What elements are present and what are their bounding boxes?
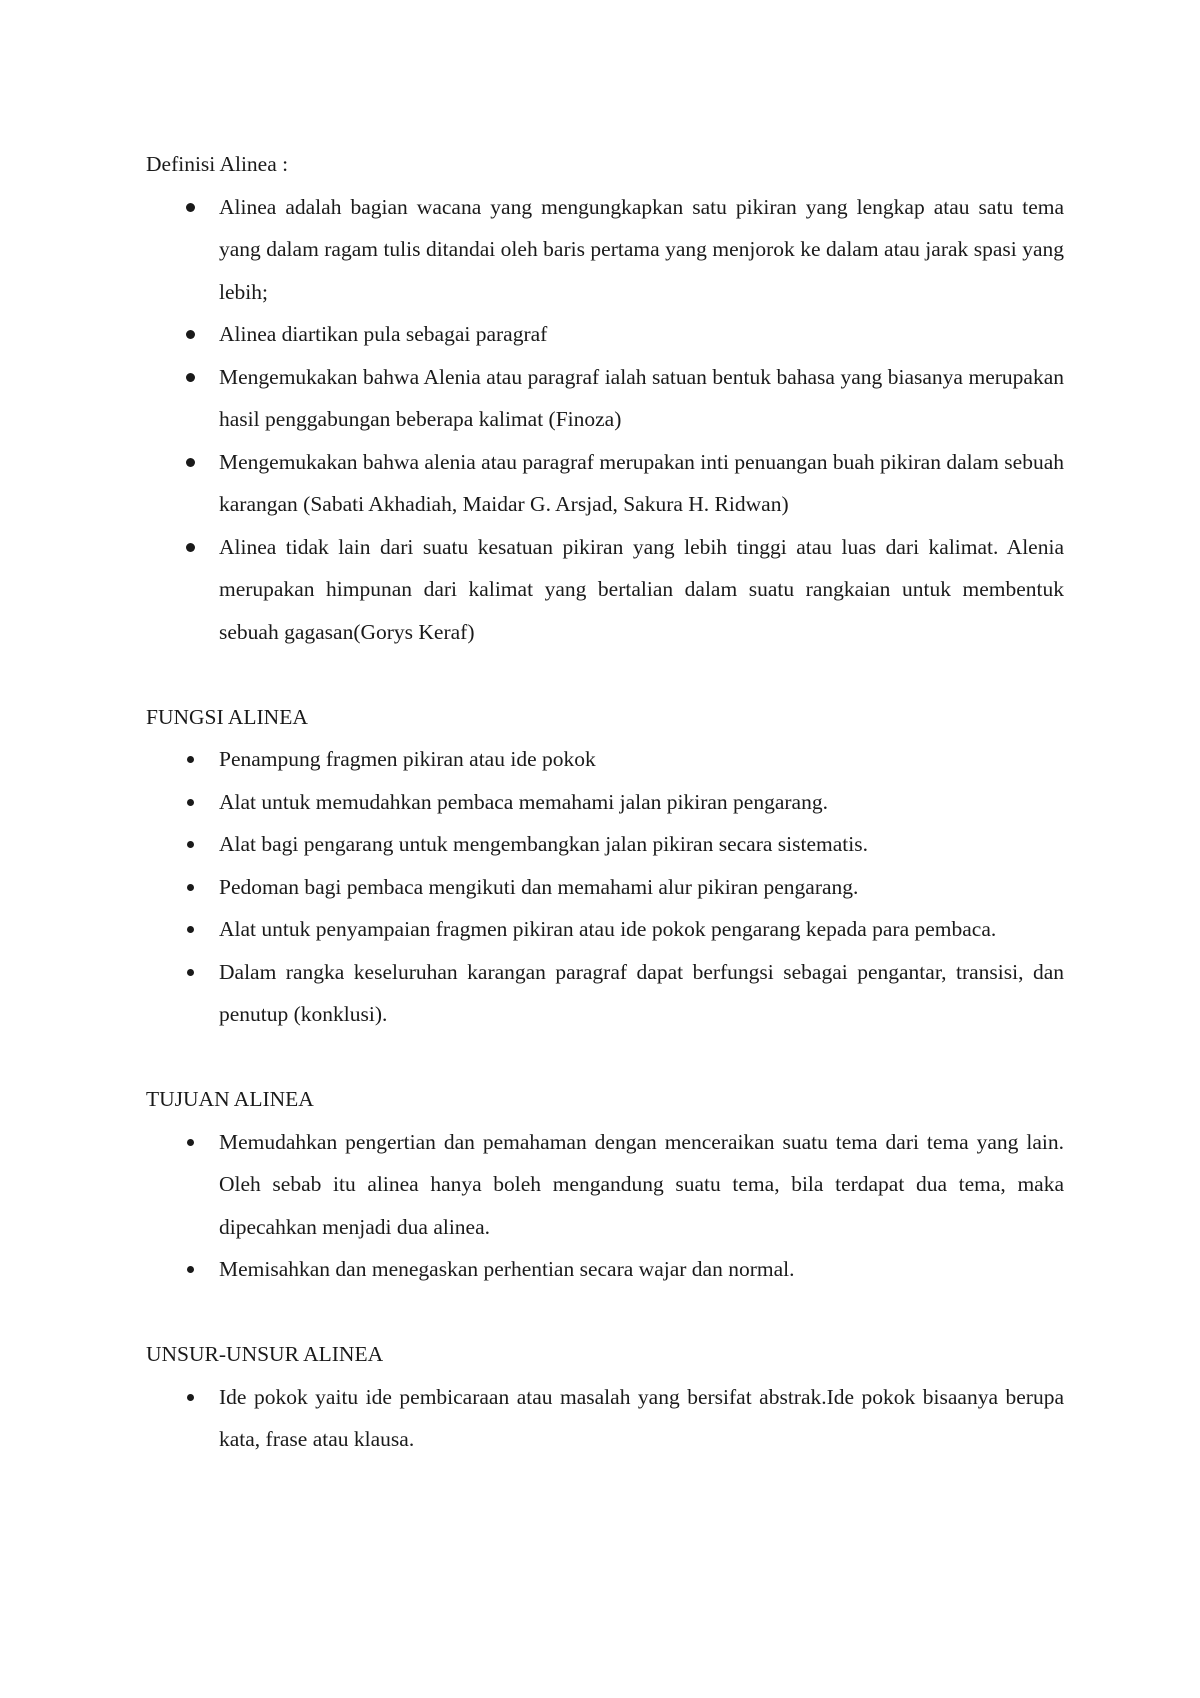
list-item: [146, 441, 1064, 526]
bullet-list: [146, 1376, 1064, 1461]
list-item-text: Pedoman bagi pembaca mengikuti dan memahami alur pikiran pengarang.: [219, 874, 859, 899]
bullet-list: [146, 186, 1064, 654]
list-item: [146, 781, 1064, 824]
document-body: [146, 143, 1064, 1503]
bullet-icon: [187, 1266, 194, 1273]
bullet-list: [146, 738, 1064, 1036]
list-item: [146, 313, 1064, 356]
list-item-text: Alinea tidak lain dari suatu kesatuan pikiran yang lebih tinggi atau luas dari kalimat. Alenia merupakan himpunan dari kalimat yang bertalian dalam suatu rangkaian untuk membentuk sebuah gagasan(Gorys Keraf): [219, 534, 1064, 644]
bullet-icon: [187, 799, 194, 806]
list-item: [146, 356, 1064, 441]
list-item-text: Alat bagi pengarang untuk mengembangkan jalan pikiran secara sistematis.: [219, 832, 868, 856]
list-item-text: Mengemukakan bahwa alenia atau paragraf merupakan inti penuangan buah pikiran dalam sebuah karangan (Sabati Akhadiah, Maidar G. Arsjad, Sakura H. Ridwan): [219, 449, 1064, 516]
list-item-text: Alinea diartikan pula sebagai paragraf: [219, 322, 548, 346]
section-unsur-alinea: [146, 1333, 1064, 1461]
list-item: [146, 1248, 1064, 1291]
bullet-icon: [187, 1394, 194, 1401]
list-item: [146, 526, 1064, 654]
section-heading: TUJUAN ALINEA: [146, 1087, 314, 1111]
list-item-text: Penampung fragmen pikiran atau ide pokok: [219, 747, 596, 771]
bullet-icon: [186, 373, 195, 382]
bullet-icon: [187, 756, 194, 763]
list-item-text: Memisahkan dan menegaskan perhentian secara wajar dan normal.: [219, 1257, 795, 1281]
list-item: [146, 738, 1064, 781]
bullet-icon: [186, 203, 195, 212]
list-item-text: Alinea adalah bagian wacana yang mengungkapkan satu pikiran yang lengkap atau satu tema yang dalam ragam tulis ditandai oleh baris pertama yang menjorok ke dalam atau jarak spasi yang lebih;: [219, 194, 1064, 304]
section-definisi-alinea: [146, 143, 1064, 653]
list-item: [146, 866, 1064, 909]
list-item-text: Ide pokok yaitu ide pembicaraan atau masalah yang bersifat abstrak.Ide pokok bisaanya berupa kata, frase atau klausa.: [219, 1384, 1064, 1451]
list-item: [146, 823, 1064, 866]
bullet-icon: [187, 1139, 194, 1146]
list-item-text: Dalam rangka keseluruhan karangan paragraf dapat berfungsi sebagai pengantar, transisi, dan penutup (konklusi).: [219, 959, 1064, 1026]
list-item: [146, 1121, 1064, 1249]
bullet-icon: [186, 543, 195, 552]
bullet-icon: [187, 969, 194, 976]
list-item-text: Alat untuk penyampaian fragmen pikiran atau ide pokok pengarang kepada para pembaca.: [219, 917, 997, 941]
section-tujuan-alinea: [146, 1078, 1064, 1291]
bullet-icon: [187, 841, 194, 848]
list-item: [146, 908, 1064, 951]
section-heading: Definisi Alinea :: [146, 152, 289, 176]
list-item-text: Alat untuk memudahkan pembaca memahami jalan pikiran pengarang.: [219, 789, 828, 814]
bullet-icon: [186, 458, 195, 467]
section-fungsi-alinea: [146, 696, 1064, 1036]
list-item: [146, 1376, 1064, 1461]
bullet-icon: [187, 884, 194, 891]
section-heading: UNSUR-UNSUR ALINEA: [146, 1342, 384, 1366]
bullet-icon: [187, 926, 194, 933]
bullet-list: [146, 1121, 1064, 1291]
list-item-text: Memudahkan pengertian dan pemahaman dengan menceraikan suatu tema dari tema yang lain. Oleh sebab itu alinea hanya boleh mengandung suatu tema, bila terdapat dua tema, maka dipecahkan menjadi dua alinea.: [219, 1129, 1064, 1239]
bullet-icon: [186, 330, 195, 339]
list-item: [146, 186, 1064, 314]
section-heading: FUNGSI ALINEA: [146, 704, 308, 729]
list-item: [146, 951, 1064, 1036]
list-item-text: Mengemukakan bahwa Alenia atau paragraf ialah satuan bentuk bahasa yang biasanya merupakan hasil penggabungan beberapa kalimat (Finoza): [219, 364, 1064, 431]
